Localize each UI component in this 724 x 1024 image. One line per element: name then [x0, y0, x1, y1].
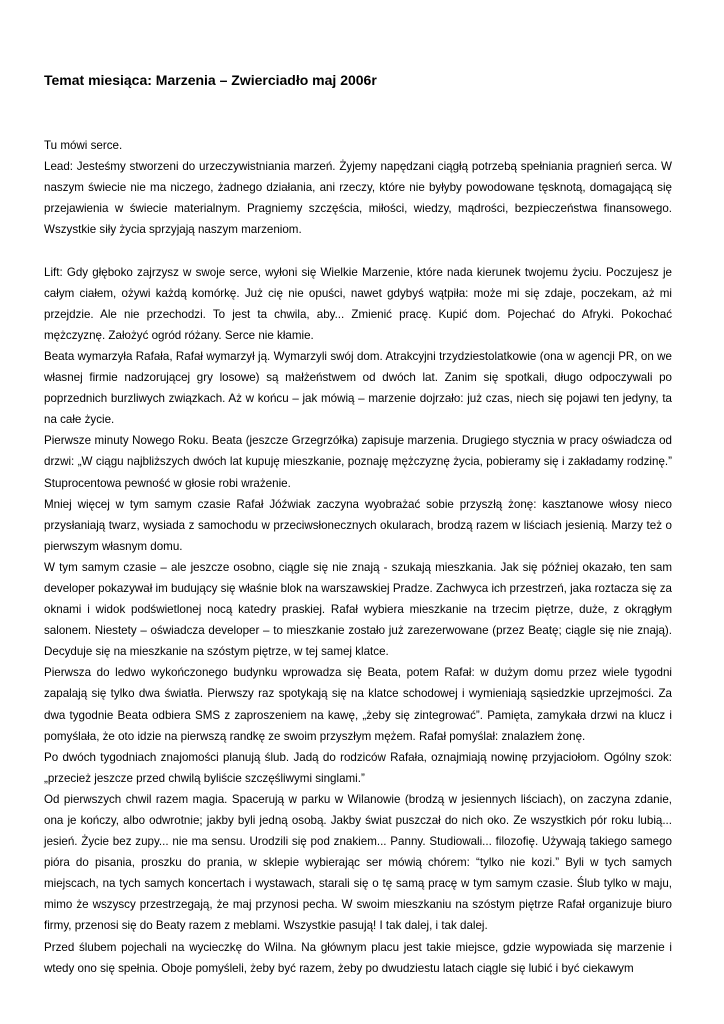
- paragraph-body: Beata wymarzyła Rafała, Rafał wymarzył ją. Wymarzyli swój dom. Atrakcyjni trzydziestolatkowie (ona w agencji PR, on we własnej firmie nadzorującej gry losowe) są małżeństwem od dwóch lat. Zanim się spotkali, długo odpoczywali po poprzednich burzliwych związkach. Aż w końcu – jak mówią – marzenie dojrzało: już czas, niech się pojawi ten jedyny, ta na całe życie.: [44, 349, 672, 427]
- paragraph-intro: Tu mówi serce.: [44, 139, 123, 152]
- document-body: [44, 135, 672, 979]
- paragraph-body: Przed ślubem pojechali na wycieczkę do Wilna. Na głównym placu jest takie miejsce, gdzie wypowiada się marzenie i wtedy ono się spełnia. Oboje pomyśleli, żeby być razem, żeby po dwudziestu latach ciągle się lubić i być ciekawym: [44, 940, 672, 975]
- paragraph-body: Po dwóch tygodniach znajomości planują ślub. Jadą do rodziców Rafała, oznajmiają nowinę przyjaciołom. Ogólny szok: „przecież jeszcze przed chwilą byliście szczęśliwymi singlami.”: [44, 750, 672, 785]
- document-title: Temat miesiąca: Marzenia – Zwierciadło maj 2006r: [44, 72, 377, 88]
- paragraph-body: W tym samym czasie – ale jeszcze osobno, ciągle się nie znają - szukają mieszkania. Jak się później okazało, ten sam developer pokazywał im budujący się właśnie blok na warszawskiej Pradze. Zachwyca ich przestrzeń, jaka roztacza się za oknami i widok podświetlonej nocą katedry praskiej. Rafał wybiera mieszkanie na trzecim piętrze, duże, z okrągłym salonem. Niestety – oświadcza developer – to mieszkanie zostało już zarezerwowane (przez Beatę; ciągle się nie znają). Decyduje się na mieszkanie na szóstym piętrze, w tej samej klatce.: [44, 560, 672, 659]
- paragraph-body: Mniej więcej w tym samym czasie Rafał Jóźwiak zaczyna wyobrażać sobie przyszłą żonę: kasztanowe włosy nieco przysłaniają twarz, wysiada z samochodu w przeciwsłonecznych okularach, brodzą razem w liściach jesienią. Marzy też o pierwszym własnym domu.: [44, 497, 672, 553]
- paragraph-body: Od pierwszych chwil razem magia. Spacerują w parku w Wilanowie (brodzą w jesiennych liściach), on zaczyna zdanie, ona je kończy, albo odwrotnie; jakby byli jedną osobą. Jakby świat puszczał do nich oko. Ze wszystkich pór roku lubią... jesień. Życie bez zupy... nie ma sensu. Urodzili się pod znakiem... Panny. Studiowali... filozofię. Używają takiego samego pióra do pisania, proszku do prania, w sklepie wybierając ser mówią chórem: “tylko nie kozi.” Byli w tych samych miejscach, na tych samych koncertach i wystawach, starali się o tę samą pracę w tym samym czasie. Ślub tylko w maju, mimo że wszyscy przestrzegają, że maj przynosi pecha. W swoim mieszkaniu na szóstym piętrze Rafał organizuje biuro firmy, przenosi się do Beaty razem z meblami. Wszystkie pasują! I tak dalej, i tak dalej.: [44, 792, 672, 933]
- paragraph-body: Pierwsze minuty Nowego Roku. Beata (jeszcze Grzegrzółka) zapisuje marzenia. Drugiego stycznia w pracy oświadcza od drzwi: „W ciągu najbliższych dwóch lat kupuję mieszkanie, poznaję mężczyznę życia, pobieramy się i zakładamy rodzinę.” Stuprocentowa pewność w głosie robi wrażenie.: [44, 434, 672, 490]
- paragraph-body: Pierwsza do ledwo wykończonego budynku wprowadza się Beata, potem Rafał: w dużym domu przez wiele tygodni zapalają się tylko dwa światła. Pierwszy raz spotykają się na klatce schodowej i wymieniają sąsiedzkie uprzejmości. Za dwa tygodnie Beata odbiera SMS z zaproszeniem na kawę, „żeby się zintegrować”. Pamięta, zamykała drzwi na klucz i pomyślała, że oto idzie na pierwszą randkę ze swoim przyszłym mężem. Rafał pomyślał: znalazłem żonę.: [44, 666, 672, 743]
- paragraph-lead: Lead: Jesteśmy stworzeni do urzeczywistniania marzeń. Żyjemy napędzani ciągłą potrzebą spełniania pragnień serca. W naszym świecie nie ma niczego, żadnego działania, ani rzeczy, które nie byłyby powodowane tęsknotą, domagającą się przejawienia w świecie materialnym. Pragniemy szczęścia, miłości, wiedzy, mądrości, bezpieczeństwa finansowego. Wszystkie siły życia sprzyjają naszym marzeniom.: [44, 160, 672, 237]
- paragraph-lift: Lift: Gdy głęboko zajrzysz w swoje serce, wyłoni się Wielkie Marzenie, które nada kierunek twojemu życiu. Poczujesz je całym ciałem, ożywi każdą komórkę. Już cię nie opuści, nawet gdybyś wątpiła: może mi się zdaje, poczekam, aż mi przejdzie. Ale nie przechodzi. To jest ta chwila, aby... Zmienić pracę. Kupić dom. Pojechać do Afryki. Pokochać mężczyznę. Założyć ogród różany. Serce nie kłamie.: [44, 265, 672, 342]
